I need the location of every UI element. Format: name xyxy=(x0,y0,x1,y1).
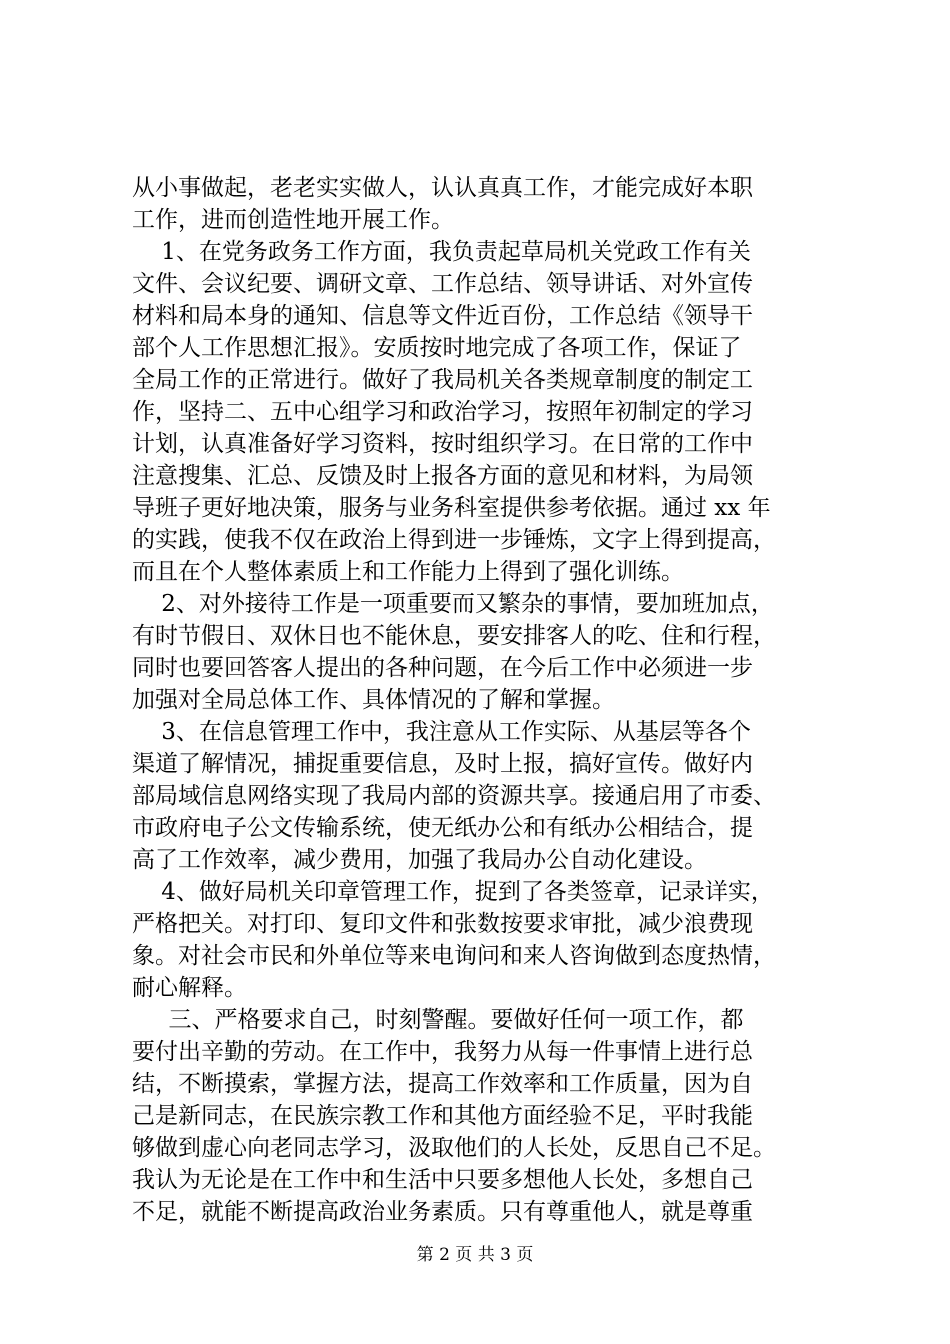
text-line: 工作，进而创造性地开展工作。 xyxy=(132,207,454,233)
text-line: 有时节假日、双休日也不能休息，要安排客人的吃、住和行程， xyxy=(132,623,776,649)
text-line: 象。对社会市民和外单位等来电询问和来人咨询做到态度热情， xyxy=(132,943,776,969)
text-line: 市政府电子公文传输系统，使无纸办公和有纸办公相结合，提 xyxy=(132,815,753,841)
text-line: 全局工作的正常进行。做好了我局机关各类规章制度的制定工 xyxy=(132,367,753,393)
text-line: 计划，认真准备好学习资料，按时组织学习。在日常的工作中 xyxy=(132,431,753,457)
text-line: 作，坚持二、五中心组学习和政治学习，按照年初制定的学习 xyxy=(132,399,753,425)
text-line: 注意搜集、汇总、反馈及时上报各方面的意见和材料，为局领 xyxy=(132,463,753,489)
text-line: 同时也要回答客人提出的各种问题，在今后工作中必须进一步 xyxy=(132,655,753,681)
page-footer: 第 2 页 共 3 页 xyxy=(416,1245,534,1265)
text-line: 从小事做起，老老实实做人，认认真真工作，才能完成好本职 xyxy=(132,175,753,201)
body-text xyxy=(132,172,838,1228)
text-line: 耐心解释。 xyxy=(132,975,247,1001)
text-line: 3、在信息管理工作中，我注意从工作实际、从基层等各个 xyxy=(132,719,751,745)
text-line: 1、在党务政务工作方面，我负责起草局机关党政工作有关 xyxy=(132,239,751,265)
text-line: 结，不断摸索，掌握方法，提高工作效率和工作质量，因为自 xyxy=(132,1071,753,1097)
text-line: 高了工作效率，减少费用，加强了我局办公自动化建设。 xyxy=(132,847,707,873)
text-line: 我认为无论是在工作中和生活中只要多想他人长处，多想自己 xyxy=(132,1167,753,1193)
text-line: 而且在个人整体素质上和工作能力上得到了强化训练。 xyxy=(132,559,684,585)
text-line: 的实践，使我不仅在政治上得到进一步锤炼，文字上得到提高， xyxy=(132,527,776,553)
text-line: 严格把关。对打印、复印文件和张数按要求审批，减少浪费现 xyxy=(132,911,753,937)
text-line: 己是新同志，在民族宗教工作和其他方面经验不足，平时我能 xyxy=(132,1103,753,1129)
text-line: 导班子更好地决策，服务与业务科室提供参考依据。通过 xx 年 xyxy=(132,495,771,521)
text-line: 要付出辛勤的劳动。在工作中，我努力从每一件事情上进行总 xyxy=(132,1039,753,1065)
text-line: 加强对全局总体工作、具体情况的了解和掌握。 xyxy=(132,687,615,713)
text-line: 部局域信息网络实现了我局内部的资源共享。接通启用了市委、 xyxy=(132,783,776,809)
text-line: 材料和局本身的通知、信息等文件近百份，工作总结《领导干 xyxy=(132,303,753,329)
text-line: 渠道了解情况，捕捉重要信息，及时上报，搞好宣传。做好内 xyxy=(132,751,753,777)
text-line: 2、对外接待工作是一项重要而又繁杂的事情，要加班加点， xyxy=(132,591,774,617)
text-line: 4、做好局机关印章管理工作，捉到了各类签章，记录详实， xyxy=(132,879,774,905)
text-line: 不足，就能不断提高政治业务素质。只有尊重他人，就是尊重 xyxy=(132,1199,753,1225)
text-line: 文件、会议纪要、调研文章、工作总结、领导讲话、对外宣传 xyxy=(132,271,753,297)
text-line: 部个人工作思想汇报》。安质按时地完成了各项工作，保证了 xyxy=(132,335,742,361)
text-line: 够做到虚心向老同志学习，汲取他们的人长处，反思自己不足。 xyxy=(132,1135,776,1161)
text-line: 三、严格要求自己，时刻警醒。要做好任何一项工作，都 xyxy=(132,1007,744,1033)
